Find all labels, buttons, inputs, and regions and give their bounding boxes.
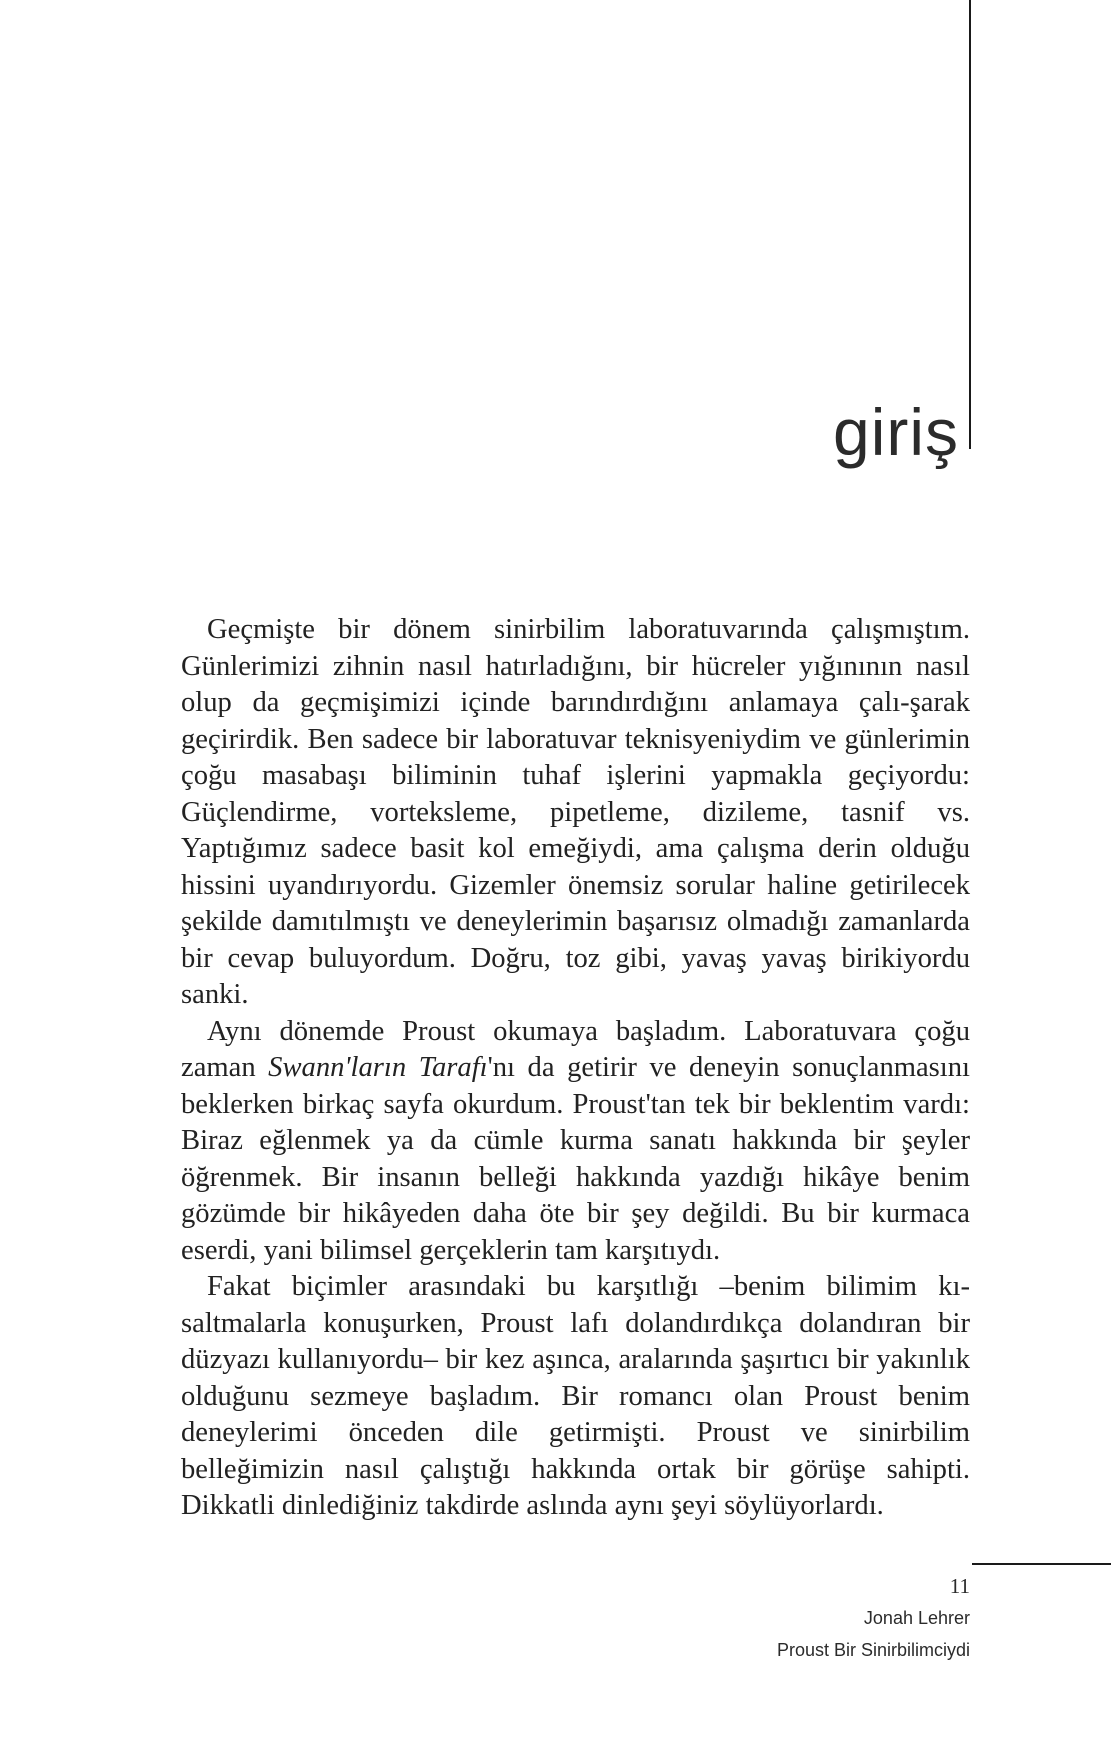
paragraph-1 [181,612,970,1014]
paragraph-2-text-start: Aynı dönemde Proust okumaya başladım. Laboratuvara çoğu zaman [181,1015,970,1083]
running-footer-book-title: Proust Bir Sinirbilimciydi [776,1640,970,1660]
paragraph-2 [181,1014,970,1270]
paragraph-2-text-end: 'nı da getirir ve deneyin sonuçlanmasını beklerken birkaç sayfa okurdum. Proust'tan tek bir beklentim vardı: Biraz eğlenmek ya da cümle kurma sanatı hakkında bir şeyler öğrenmek. Bir insanın belleği hakkında yazdığı hikâye benim gözümde bir hikâyeden daha öte bir şey değildi. Bu bir kurmaca eserdi, yani bilimsel gerçeklerin tam karşıtıydı. [181,1052,970,1266]
book-title-italic: Swann'ların Tarafı [268,1052,488,1083]
body-text [181,612,970,1525]
running-footer-author: Jonah Lehrer [863,1608,970,1628]
paragraph-3-text: Fakat biçimler arasındaki bu karşıtlığı –benim bilimim kı-saltmalarla konuşurken, Proust lafı dolandırdıkça dolandıran bir düzyazı kullanıyordu– bir kez aşınca, aralarında şaşırtıcı bir yakınlık olduğunu sezmeye başladım. Bir romancı olan Proust benim deneylerimi önceden dile getirmişti. Proust ve sinirbilim belleğimizin nasıl çalıştığı hakkında ortak bir görüşe sahipti. Dikkatli dinlediğiniz takdirde aslında aynı şeyi söylüyorlardı. [181,1271,970,1521]
paragraph-1-text: Geçmişte bir dönem sinirbilim laboratuvarında çalışmıştım. Günlerimizi zihnin nasıl hatırladığını, bir hücreler yığınının nasıl olup da geçmişimizi içinde barındırdığını anlamaya çalı-şarak geçirirdik. Ben sadece bir laboratuvar teknisyeniydim ve günlerimin çoğu masabaşı biliminin tuhaf işlerini yapmakla geçiyordu: Güçlendirme, vorteksleme, pipetleme, dizileme, tasnif vs. Yaptığımız sadece basit kol emeğiydi, ama çalışma derin olduğu hissini uyandırıyordu. Gizemler önemsiz sorular haline getirilecek şekilde damıtılmıştı ve deneylerimin başarısız olmadığı zamanlarda bir cevap buluyordum. Doğru, toz gibi, yavaş yavaş birikiyordu sanki. [181,614,970,1010]
paragraph-3 [181,1269,970,1525]
vertical-rule [969,0,971,449]
page-number: 11 [949,1574,970,1598]
footer-rule [972,1563,1111,1565]
chapter-title: giriş [832,395,959,469]
